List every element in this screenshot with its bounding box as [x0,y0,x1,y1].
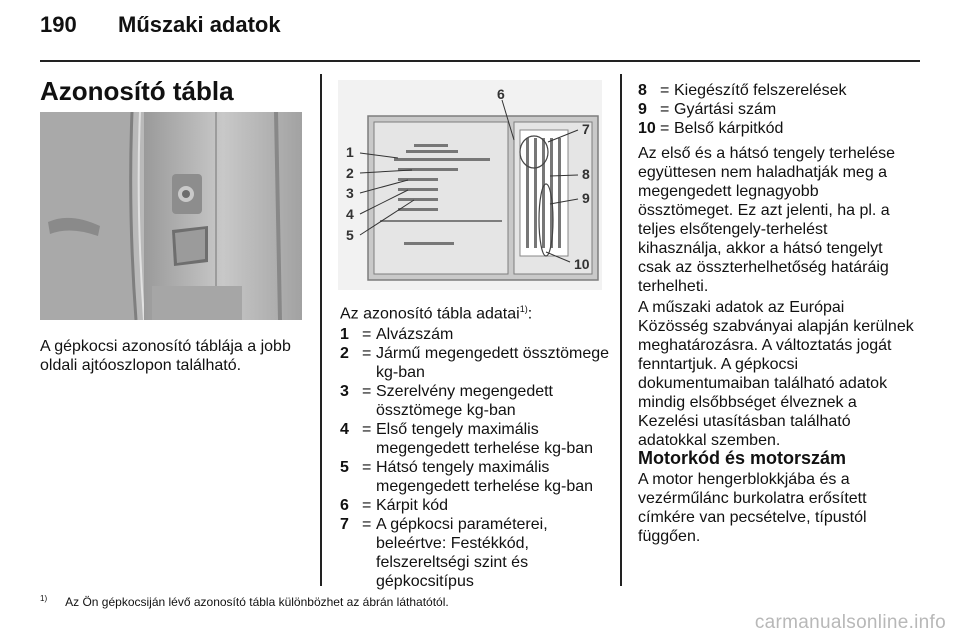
list-item [638,81,920,100]
item-number: 9 [638,101,647,118]
item-number: 8 [638,82,647,99]
plate-legend-list [340,325,612,591]
page-number: 190 [40,12,77,37]
item-number: 2 [340,345,349,362]
list-item [340,458,612,496]
plate-legend-list-continued [638,81,920,138]
item-description: Első tengely maximális megengedett terhelése kg-ban [376,421,594,457]
item-equals: = [362,383,372,400]
item-equals: = [660,101,670,118]
specifications-paragraph: A műszaki adatok az Európai Közösség szabványai alapján kerülnek meghatározásra. A változtatás jogát fenntartjuk. A gépkocsi dokumentumaiban található adatok mindig elsőbbséget élveznek a Kezelési utasításban található adatokkal szemben. [638,299,914,449]
item-equals: = [660,82,670,99]
list-item [340,344,612,382]
callout-7: 7 [582,121,590,137]
list-item [340,420,612,458]
callout-10: 10 [574,256,590,272]
engine-code-paragraph: A motor hengerblokkjába és a vezérműlánc burkolatra erősített címkére van pecsételve, típustól függően. [638,471,867,545]
plate-intro-colon: : [527,305,533,323]
item-description: Alvázszám [376,326,454,343]
callout-3: 3 [346,185,354,201]
callout-9: 9 [582,190,590,206]
item-equals: = [362,421,372,438]
id-plate-figure [338,80,602,290]
item-number: 4 [340,421,349,438]
callout-5: 5 [346,227,354,243]
item-description: Hátsó tengely maximális megengedett terhelése kg-ban [376,459,594,495]
item-description: Belső kárpitkód [674,120,784,137]
footnote-text: Az Ön gépkocsiján lévő azonosító tábla különbözhet az ábrán láthatótól. [65,595,449,609]
column-divider-1 [320,74,322,586]
item-equals: = [362,516,372,533]
item-description: A gépkocsi paraméterei, beleértve: Festékkód, felszereltségi szint és gépkocsitípus [376,516,548,590]
footnote-mark: 1) [40,594,48,603]
photo-caption: A gépkocsi azonosító táblája a jobb oldali ajtóoszlopon található. [40,338,291,374]
list-item [340,325,612,344]
item-number: 3 [340,383,349,400]
item-description: Kiegészítő felszerelések [674,82,847,99]
section-title: Műszaki adatok [118,12,281,37]
item-equals: = [660,120,670,137]
item-equals: = [362,326,372,343]
page-heading: Azonosító tábla [40,76,234,106]
item-description: Jármű megengedett össztömege kg-ban [376,345,610,381]
page-header [40,12,281,38]
list-item [638,100,920,119]
watermark: carmanualsonline.info [754,612,946,633]
callout-6: 6 [497,86,505,102]
item-equals: = [362,459,372,476]
callout-8: 8 [582,166,590,182]
item-description: Szerelvény megengedett össztömege kg-ban [376,383,553,419]
item-description: Gyártási szám [674,101,777,118]
item-number: 6 [340,497,349,514]
list-item [340,515,612,591]
item-number: 7 [340,516,349,533]
plate-intro [340,300,532,323]
column-divider-2 [620,74,622,586]
footnote [40,594,449,609]
item-number: 5 [340,459,349,476]
item-number: 10 [638,120,656,137]
plate-intro-text: Az azonosító tábla adatai [340,305,520,323]
list-item [340,496,612,515]
item-equals: = [362,345,372,362]
header-rule [40,60,920,62]
callout-2: 2 [346,165,354,181]
callout-4: 4 [346,206,354,222]
axle-load-paragraph: Az első és a hátsó tengely terhelése együttesen nem haladhatják meg a megengedett legnagyobb össztömeget. Ez azt jelenti, ha pl. a teljes elsőtengely-terhelést kihasználja, akkor a hátsó tengelyt csak az összterhelhetőség határáig terhelheti. [638,145,896,295]
door-pillar-photo [40,112,302,320]
list-item [340,382,612,420]
engine-code-heading: Motorkód és motorszám [638,448,847,468]
item-equals: = [362,497,372,514]
item-description: Kárpit kód [376,497,449,514]
item-number: 1 [340,326,349,343]
list-item [638,119,920,138]
callout-1: 1 [346,144,354,160]
plate-intro-footnote-ref: 1) [519,304,528,314]
